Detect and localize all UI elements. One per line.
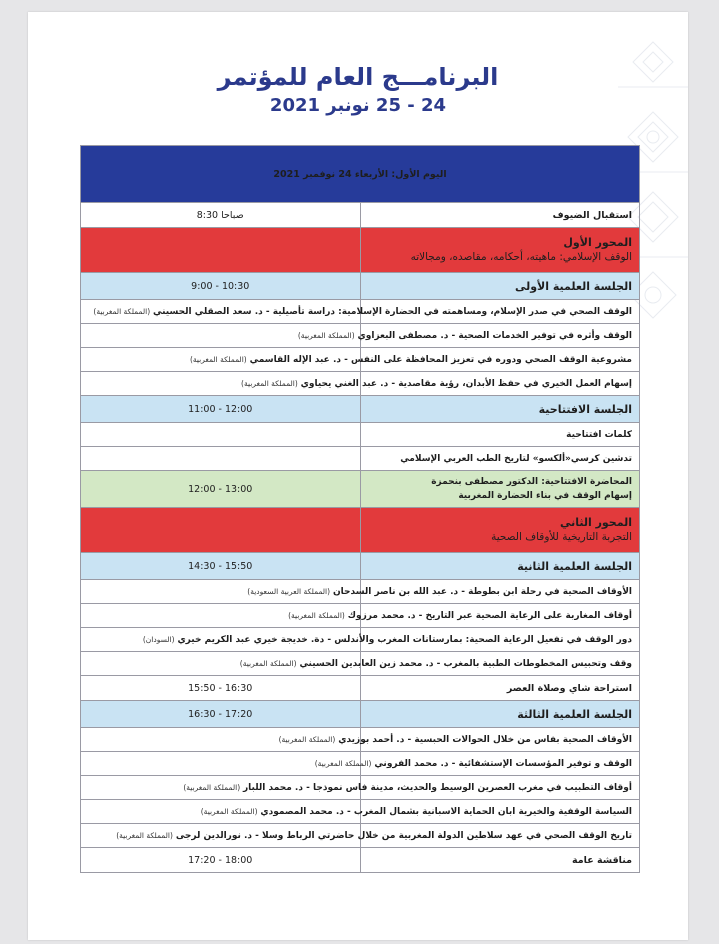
talk-country: (المملكة المغربية) (183, 782, 241, 792)
day-header-row (81, 146, 640, 203)
session-title: الجلسة العلمية الثانية (360, 553, 640, 580)
axis-row (81, 508, 640, 553)
session-time: 9:00 - 10:30 (81, 273, 361, 300)
talk-country: (المملكة المغربية) (116, 830, 173, 840)
welcome-label: استقبال الضيوف (360, 203, 640, 228)
talk-text: السياسة الوقفية والخيرية ابان الحماية الاسبانية بشمال المغرب - د. محمد المصمودي (260, 806, 632, 817)
talk-row (81, 300, 640, 324)
talk-row (81, 728, 640, 752)
talk-cell (278, 728, 640, 752)
session-time: 16:30 - 17:20 (81, 701, 361, 728)
talk-country: (المملكة المغربية) (278, 734, 336, 744)
conference-dates: 24 - 25 نونبر 2021 (269, 95, 447, 116)
axis-subtitle: الوقف الإسلامي: ماهيته، أحكامه، مقاصده، ومجالاته (410, 251, 632, 263)
talk-row (81, 580, 640, 604)
axis-title: المحور الأول (563, 236, 632, 249)
talk-country: (السودان) (142, 634, 175, 644)
session-title: الجلسة العلمية الثالثة (360, 701, 640, 728)
talk-country: (المملكة المغربية) (189, 354, 247, 364)
talk-cell (183, 776, 640, 800)
talk-country: (المملكة العربية السعودية) (247, 586, 331, 596)
axis-subtitle: التجربة التاريخية للأوقاف الصحية (491, 531, 632, 543)
program-table (80, 145, 640, 873)
axis-title: المحور الثاني (559, 516, 632, 529)
talk-text: إسهام العمل الخيري في حفظ الأبدان، رؤية مقاصدية - د. عبد الغني يحياوي (300, 378, 632, 389)
talk-row (81, 324, 640, 348)
talk-cell (142, 628, 640, 652)
talk-text: تاريخ الوقف الصحي في عهد سلاطين الدولة المغربية من خلال حاضرتي الرباط وسلا - د. نورالدين لرجى (175, 830, 632, 841)
session-row (81, 553, 640, 580)
talk-country: (المملكة المغربية) (200, 806, 258, 816)
talk-country: (المملكة المغربية) (241, 378, 298, 388)
talk-row (81, 652, 640, 676)
program-page (28, 12, 688, 940)
talk-row (81, 824, 640, 848)
axis-cell (360, 228, 640, 273)
lecture-time: 12:00 - 13:00 (81, 471, 361, 508)
break-label: استراحة شاي وصلاة العصر (360, 676, 640, 701)
talk-row (81, 752, 640, 776)
session-title: الجلسة الافتتاحية (360, 396, 640, 423)
lecture-speaker: المحاضرة الافتتاحية: الدكتور مصطفى بنحمزة (431, 477, 632, 487)
axis-time-cell (81, 508, 361, 553)
lecture-topic: إسهام الوقف في بناء الحضارة المغربية (458, 491, 632, 501)
discussion-time: 17:20 - 18:00 (81, 848, 361, 873)
talk-cell (239, 652, 640, 676)
axis-time-cell (81, 228, 361, 273)
talk-cell (314, 752, 640, 776)
talk-text: كلمات افتتاحية (360, 423, 640, 447)
talk-text: الوقف و توفير المؤسسات الإستشفائية - د. محمد الفروني (374, 758, 632, 769)
talk-text: أوقاف المغاربة على الرعاية الصحية عبر التاريخ - د. محمد مرزوك (347, 610, 632, 621)
discussion-row (81, 848, 640, 873)
session-title: الجلسة العلمية الأولى (360, 273, 640, 300)
session-time: 11:00 - 12:00 (81, 396, 361, 423)
talk-text: الأوقاف الصحية بفاس من خلال الحوالات الحبسية - د. أحمد بوزيدي (338, 734, 632, 745)
lecture-row (81, 471, 640, 508)
welcome-row (81, 203, 640, 228)
talk-text: دور الوقف في تفعيل الرعاية الصحية: بمارستانات المغرب والأندلس - دة. خديجة خيري عبد الكريم خيري (177, 634, 632, 645)
talk-cell (189, 348, 640, 372)
talk-country: (المملكة المغربية) (93, 306, 151, 316)
talk-country: (المملكة المغربية) (288, 610, 345, 620)
break-time: 15:50 - 16:30 (81, 676, 361, 701)
talk-row (81, 372, 640, 396)
talk-row (81, 604, 640, 628)
day-title: اليوم الأول: الأربعاء 24 نوفمبر 2021 (81, 146, 640, 203)
page-title: البرنامـــج العام للمؤتمر (217, 63, 499, 91)
talk-cell (247, 580, 640, 604)
talk-row (81, 447, 640, 471)
session-row (81, 273, 640, 300)
lecture-cell (360, 471, 640, 508)
talk-country: (المملكة المغربية) (239, 658, 297, 668)
talk-row (81, 776, 640, 800)
talk-cell (200, 800, 640, 824)
talk-time-cell (81, 447, 361, 471)
talk-row (81, 348, 640, 372)
talk-cell (93, 300, 640, 324)
header (28, 62, 688, 118)
session-row (81, 701, 640, 728)
session-row (81, 396, 640, 423)
talk-text: الأوقاف الصحية في رحلة ابن بطوطة - د. عبد الله بن ناصر السدحان (332, 586, 632, 597)
talk-cell (288, 604, 640, 628)
session-time: 14:30 - 15:50 (81, 553, 361, 580)
welcome-time: 8:30 صباحا (81, 203, 361, 228)
talk-country: (المملكة المغربية) (297, 330, 355, 340)
talk-text: الوقف الصحي في صدر الإسلام، ومساهمته في الحضارة الإسلامية: دراسة تأصيلية - د. سعد الصقلي الحسيني (153, 306, 632, 317)
axis-cell (360, 508, 640, 553)
talk-row (81, 423, 640, 447)
break-row (81, 676, 640, 701)
talk-text: أوقاف التطبيب في مغرب العصرين الوسيط والحديث، مدينة فاس نموذجا - د. محمد اللبار (243, 782, 632, 793)
talk-time-cell (81, 423, 361, 447)
talk-cell (241, 372, 640, 396)
talk-text: الوقف وأثره في توفير الخدمات الصحية - د. مصطفى البعزاوي (357, 330, 632, 341)
talk-text: مشروعية الوقف الصحي ودوره في تعزيز المحافظة على النفس - د. عبد الإله القاسمي (249, 354, 632, 365)
talk-cell (297, 324, 640, 348)
talk-row (81, 628, 640, 652)
talk-text: تدشين كرسي«ألكسو» لتاريخ الطب العربي الإسلامي (360, 447, 640, 471)
talk-cell (116, 824, 640, 848)
talk-text: وقف وتحبيس المخطوطات الطبية بالمغرب - د. محمد زين العابدين الحسيني (299, 658, 632, 669)
talk-country: (المملكة المغربية) (314, 758, 372, 768)
talk-row (81, 800, 640, 824)
discussion-label: مناقشة عامة (360, 848, 640, 873)
axis-row (81, 228, 640, 273)
